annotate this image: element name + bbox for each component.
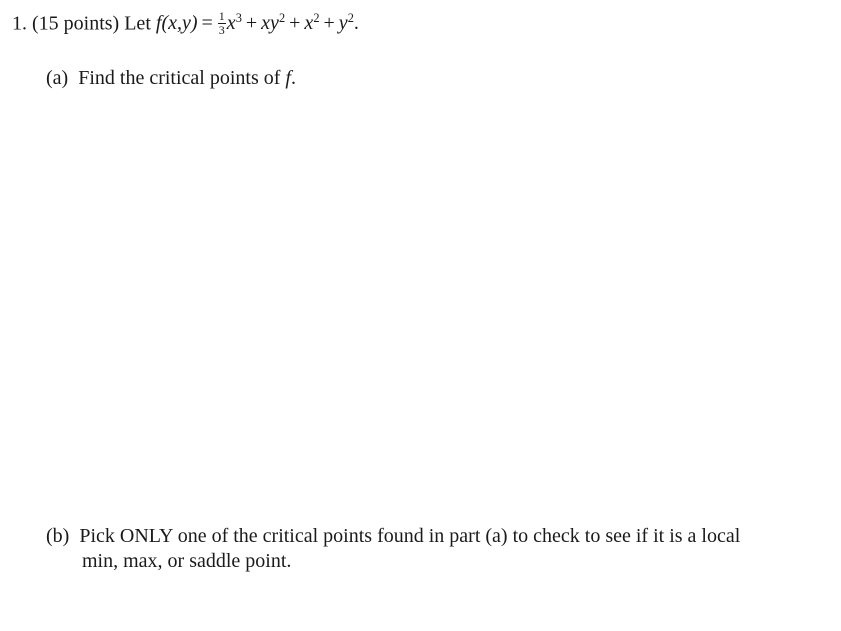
term-y-squared <box>339 12 354 34</box>
problem-intro: Let <box>124 12 151 35</box>
part-a-label: (a) <box>46 67 69 89</box>
term-x-squared <box>304 12 319 34</box>
statement-period: . <box>353 12 359 35</box>
part-a <box>46 66 296 90</box>
fraction-denominator: 3 <box>218 22 225 37</box>
function-expression <box>155 9 359 37</box>
part-b-text-line2: min, max, or saddle point. <box>82 550 292 572</box>
plus-sign: + <box>245 12 258 35</box>
part-a-period: . <box>290 67 296 89</box>
term-y-squared-exponent: 2 <box>347 11 354 26</box>
term-x-cubed-exponent: 3 <box>235 11 242 26</box>
term-x-squared-base: x <box>304 12 314 35</box>
part-a-text: Find the critical points of <box>78 67 281 89</box>
term-xy-squared-base: xy <box>261 12 279 35</box>
fraction-numerator: 1 <box>218 9 225 23</box>
part-b-label: (b) <box>46 525 70 547</box>
term-xy-squared <box>261 12 285 34</box>
function-name: f <box>155 12 162 35</box>
fraction-one-third <box>218 10 226 36</box>
problem-statement <box>12 10 359 36</box>
problem-points: (15 points) <box>32 12 120 35</box>
term-xy-squared-exponent: 2 <box>278 11 286 26</box>
equals-sign: = <box>201 12 213 35</box>
plus-sign: + <box>289 12 301 35</box>
part-b <box>46 524 740 548</box>
term-x-cubed-base: x <box>226 12 236 35</box>
function-args: (x,y) <box>161 12 198 35</box>
problem-number: 1. <box>12 12 27 35</box>
term-x-cubed <box>227 12 242 34</box>
part-b-continuation <box>82 549 291 573</box>
plus-sign: + <box>323 12 335 35</box>
term-y-squared-base: y <box>338 12 348 35</box>
term-x-squared-exponent: 2 <box>313 11 320 26</box>
part-a-variable: f <box>285 67 291 89</box>
part-b-text-line1: Pick ONLY one of the critical points found in part (a) to check to see if it is a local <box>79 525 741 547</box>
